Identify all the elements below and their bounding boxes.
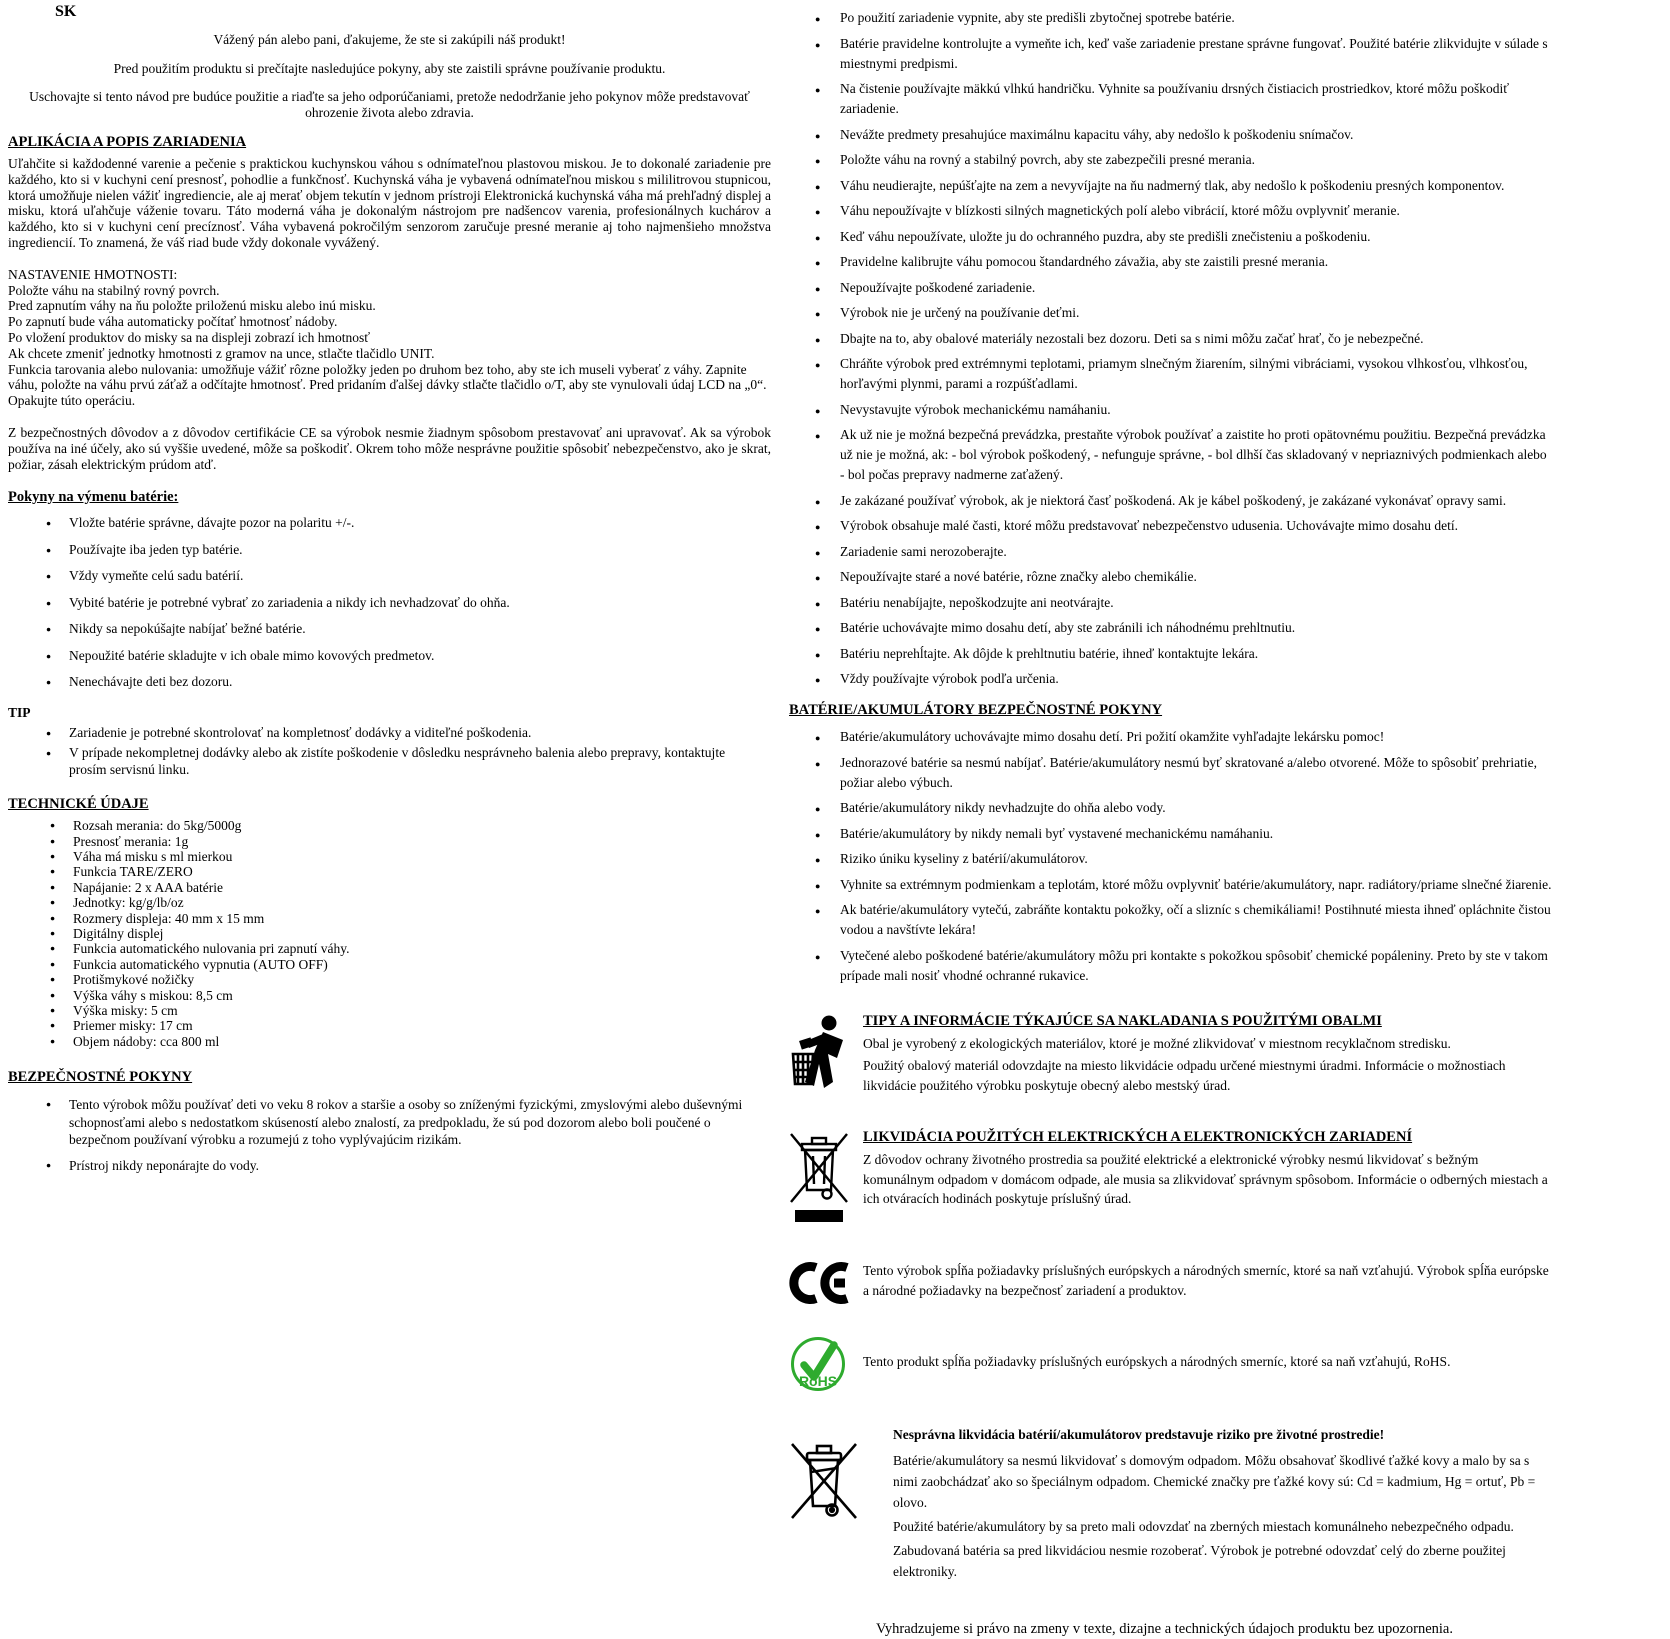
technical-item: ● Funkcia automatického nulovania pri zapnutí váhy. — [48, 941, 771, 956]
technical-item: ● Napájanie: 2 x AAA batérie — [48, 880, 771, 895]
intro-line: Uschovajte si tento návod pre budúce použitie a riaďte sa jeho odporúčaniami, pretože nedodržanie jeho pokynov môže predstavovať ohrozenie života alebo zdravia. — [29, 89, 750, 121]
usage-safety-item: ● Dbajte na to, aby obalové materiály nezostali bez dozoru. Deti sa s nimi môžu začať hrať, čo je nebezpečné. — [813, 329, 1670, 349]
usage-safety-item: ● Nevážte predmety presahujúce maximálnu kapacitu váhy, aby nedošlo k poškodeniu snímačov. — [813, 125, 1670, 145]
usage-safety-item: ● Váhu neudierajte, nepúšťajte na zem a nevyvíjajte na ňu nadmerný tlak, aby nedošlo k poškodeniu presných komponentov. — [813, 176, 1670, 196]
usage-safety-item: ● Položte váhu na rovný a stabilný povrch, aby ste zabezpečili presné merania. — [813, 150, 1670, 170]
technical-item: ● Presnosť merania: 1g — [48, 834, 771, 849]
weee-body: Z dôvodov ochrany životného prostredia sa použité elektrické a elektronické výrobky nesmú likvidovať s bežným komunálnym odpadom v domácom odpade, ale musia sa zlikvidovať správnym spôsobom. Informácie o odberných miestach a ich otváracích hodinách poskytuje príslušný úrad. — [863, 1152, 1548, 1206]
usage-safety-item: ● Na čistenie používajte mäkkú vlhkú handričku. Vyhnite sa používaniu drsných čistiacich prostriedkov, ktoré môžu poškodiť zariadenie. — [813, 79, 1670, 119]
battery-safety-item: ● Batérie/akumulátory uchovávajte mimo dosahu detí. Pri požití okamžite vyhľadajte lekársku pomoc! — [813, 727, 1670, 747]
technical-item: ● Funkcia TARE/ZERO — [48, 864, 771, 879]
intro-block — [8, 32, 771, 121]
rohs-text-block — [863, 1352, 1670, 1375]
safety-item: ● Prístroj nikdy neponárajte do vody. — [44, 1157, 771, 1174]
battery-disposal-text — [893, 1424, 1670, 1585]
technical-item: ● Výška misky: 5 cm — [48, 1003, 771, 1018]
battery-disposal-title: Nesprávna likvidácia batérií/akumulátorov predstavuje riziko pre životné prostredie! — [893, 1427, 1385, 1442]
technical-item: ● Digitálny displej — [48, 926, 771, 941]
usage-safety-item: ● Váhu nepoužívajte v blízkosti silných magnetických polí alebo vibrácií, ktoré môžu ovplyvniť meranie. — [813, 201, 1670, 221]
technical-item: ● Priemer misky: 17 cm — [48, 1018, 771, 1033]
battery-disposal-line: Použité batérie/akumulátory by sa preto mali odovzdať na zberných miestach komunálneho nebezpečného odpadu. — [893, 1519, 1514, 1534]
section-heading-application: APLIKÁCIA A POPIS ZARIADENIA — [8, 133, 247, 150]
packaging-heading: TIPY A INFORMÁCIE TÝKAJÚCE SA NAKLADANIA S POUŽITÝMI OBALMI — [863, 1012, 1382, 1029]
tidy-man-icon — [789, 1012, 863, 1090]
usage-safety-item: ● Keď váhu nepoužívate, uložte ju do ochranného puzdra, aby ste predišli znečisteniu a poškodeniu. — [813, 227, 1670, 247]
packaging-disposal-text — [863, 1012, 1670, 1099]
battery-safety-item: ● Ak batérie/akumulátory vytečú, zabráňte kontaktu pokožky, očí a slizníc s chemikáliami! Postihnuté miesta ihneď opláchnite čistou vodou a navštívte lekára! — [813, 900, 1670, 940]
technical-item: ● Protišmykové nožičky — [48, 972, 771, 987]
language-tag: SK — [55, 3, 77, 20]
weight-setup-line: Po vložení produktov do misky sa na displeji zobrazí ich hmotnosť — [8, 329, 370, 345]
rohs-check-icon — [789, 1332, 863, 1394]
usage-safety-item: ● Po použití zariadenie vypnite, aby ste predišli zbytočnej spotrebe batérie. — [813, 8, 1670, 28]
battery-crossed-bin-icon — [789, 1424, 893, 1522]
change-rights-note: Vyhradzujeme si právo na zmeny v texte, dizajne a technických údajoch produktu bez upozornenia. — [876, 1621, 1453, 1637]
battery-replacement-item: ● Nepoužité batérie skladujte v ich obale mimo kovových predmetov. — [44, 648, 771, 665]
safety-list — [8, 1096, 771, 1175]
usage-safety-list — [789, 8, 1670, 689]
packaging-line: Použitý obalový materiál odovzdajte na miesto likvidácie odpadu určené miestnymi úradmi. Informácie o možnostiach likvidácie použitého výrobku poskytuje obecný alebo mestský úrad. — [863, 1058, 1506, 1093]
weee-section — [789, 1128, 1670, 1224]
ce-text — [863, 1261, 1670, 1303]
intro-line: Vážený pán alebo pani, ďakujeme, že ste si zakúpili náš produkt! — [213, 31, 566, 47]
technical-item: ● Funkcia automatického vypnutia (AUTO OFF) — [48, 957, 771, 972]
battery-safety-item: ● Jednorazové batérie sa nesmú nabíjať. Batérie/akumulátory nesmú byť skratované a/alebo otvorené. Môže to spôsobiť prehriatie, požiar alebo výbuch. — [813, 753, 1670, 793]
usage-safety-item: ● Nepoužívajte poškodené zariadenie. — [813, 278, 1670, 298]
weee-text — [863, 1128, 1670, 1212]
battery-disposal-line: Zabudovaná batéria sa pred likvidáciou nesmie rozoberať. Výrobok je potrebné odovzdať celý do zberne použitej elektroniky. — [893, 1543, 1506, 1579]
battery-safety-item: ● Vyhnite sa extrémnym podmienkam a teplotám, ktoré môžu ovplyvniť batérie/akumulátory, napr. radiátory/priame slnečné žiarenie. — [813, 875, 1670, 895]
battery-replacement-item: ● Vždy vymeňte celú sadu batérií. — [44, 568, 771, 585]
battery-disposal-line: Batérie/akumulátory sa nesmú likvidovať s domovým odpadom. Môžu obsahovať škodlivé ťažké kovy a malo by sa s nimi zaobchádzať ako so špeciálnym odpadom. Chemické značky pre ťažké kovy sú: Cd = kadmium, Hg = ortuť, Pb = olovo. — [893, 1453, 1536, 1510]
ce-body: Tento výrobok spĺňa požiadavky príslušných európskych a národných smerníc, ktoré sa naň vzťahujú. Výrobok spĺňa európske a národné požiadavky na bezpečnosť zariadení a produktov. — [863, 1263, 1549, 1298]
battery-safety-item: ● Batérie/akumulátory by nikdy nemali byť vystavené mechanickému namáhaniu. — [813, 824, 1670, 844]
battery-replacement-list — [8, 515, 771, 691]
weee-crossed-bin-icon — [789, 1128, 863, 1224]
weight-setup-lines — [8, 283, 771, 409]
section-heading-technical: TECHNICKÉ ÚDAJE — [8, 796, 149, 813]
usage-safety-item: ● Batérie pravidelne kontrolujte a vymeňte ich, keď vaše zariadenie prestane správne fungovať. Použité batérie zlikvidujte v súlade s miestnymi predpismi. — [813, 34, 1670, 74]
safety-item: ● Tento výrobok môžu používať deti vo veku 8 rokov a staršie a osoby so zníženými fyzickými, zmyslovými alebo duševnými schopnosťami alebo s nedostatkom skúseností alebo znalostí, za predpokladu, že sú pod dozorom alebo boli poučené o bezpečnom používaní výrobku a rozumejú z toho vyplývajúcim rizikám. — [44, 1096, 771, 1148]
section-heading-battery-replacement: Pokyny na výmenu batérie: — [8, 489, 179, 506]
weee-heading: LIKVIDÁCIA POUŽITÝCH ELEKTRICKÝCH A ELEKTRONICKÝCH ZARIADENÍ — [863, 1129, 1413, 1145]
technical-item: ● Rozsah merania: do 5kg/5000g — [48, 818, 771, 833]
battery-safety-item: ● Riziko úniku kyseliny z batérií/akumulátorov. — [813, 849, 1670, 869]
section-heading-battery-safety: BATÉRIE/AKUMULÁTORY BEZPEČNOSTNÉ POKYNY — [789, 702, 1163, 718]
battery-replacement-item: ● Používajte iba jeden typ batérie. — [44, 542, 771, 559]
application-body: Uľahčite si každodenné varenie a pečenie s praktickou kuchynskou váhou s odnímateľnou plastovou miskou. Je to dokonalé zariadenie pre každého, kto si v kuchyni cení presnosť, pohodlie a funkčnosť. Kuchynská váha je vybavená odnímateľnou miskou s mililitrovou stupnicou, ktorá umožňuje nielen vážiť ingrediencie, ale aj merať objem tekutín v jednom prístroji Elektronická kuchynská váha má prehľadný displej a misku, ktorá uľahčuje váženie tovaru. Táto moderná váha je dokonalým nástrojom pre nadšencov varenia, profesionálnych kuchárov a každého, kto si v kuchyni cení precíznosť. Váha vybavená pokročilým senzorom zaručuje presné meranie aj toho najmenšieho množstva ingrediencií. To znamená, že váš riad bude vždy dokonale vyvážený. — [8, 155, 771, 250]
ce-section — [789, 1258, 1670, 1306]
technical-item: ● Výška váhy s miskou: 8,5 cm — [48, 988, 771, 1003]
battery-safety-item: ● Vytečené alebo poškodené batérie/akumulátory môžu pri kontakte s pokožkou spôsobiť chemické popáleniny. Preto by ste v takom prípade mali nosiť vhodné ochranné rukavice. — [813, 946, 1670, 986]
rohs-label: RoHS — [798, 1373, 838, 1389]
rohs-section — [789, 1332, 1670, 1394]
usage-safety-item: ● Chráňte výrobok pred extrémnymi teplotami, priamym slnečným žiarením, silnými vibráciami, vysokou vlhkosťou, vlhkosťou, horľavými plynmi, parami a rozpúšťadlami. — [813, 354, 1670, 394]
technical-item: ● Rozmery displeja: 40 mm x 15 mm — [48, 911, 771, 926]
weight-setup-line: Pred zapnutím váhy na ňu položte priloženú misku alebo inú misku. — [8, 298, 376, 314]
tip-item: ● V prípade nekompletnej dodávky alebo ak zistíte poškodenie v dôsledku nesprávneho balenia alebo prepravy, kontaktujte prosím servisnú linku. — [44, 745, 771, 778]
tip-item: ● Zariadenie je potrebné skontrolovať na kompletnosť dodávky a viditeľné poškodenia. — [44, 725, 771, 742]
technical-item: ● Váha má misku s ml mierkou — [48, 849, 771, 864]
usage-safety-item: ● Zariadenie sami nerozoberajte. — [813, 542, 1670, 562]
weight-setup-title: NASTAVENIE HMOTNOSTI: — [8, 266, 178, 282]
ce-warning-paragraph: Z bezpečnostných dôvodov a z dôvodov certifikácie CE sa výrobok nesmie žiadnym spôsobom prestavovať ani upravovať. Ak sa výrobok používa na iné účely, ako sú vyššie uvedené, môže sa poškodiť. Okrem toho môže nesprávne použitie spôsobiť nebezpečenstvo, ako je skrat, požiar, zásah elektrickým prúdom atď. — [8, 424, 771, 472]
usage-safety-item: ● Batériu nenabíjajte, nepoškodzujte ani neotvárajte. — [813, 593, 1670, 613]
weight-setup-line: Ak chcete zmeniť jednotky hmotnosti z gramov na unce, stlačte tlačidlo UNIT. — [8, 345, 435, 361]
usage-safety-item: ● Výrobok nie je určený na používanie deťmi. — [813, 303, 1670, 323]
usage-safety-item: ● Ak už nie je možná bezpečná prevádzka, prestaňte výrobok používať a zaistite ho proti opätovnému použitiu. Bezpečná prevádzka už nie je možná, ak: - bol výrobok poškodený, - nefunguje správne, - bol dlhší čas skladovaný v nepriaznivých podmienkach alebo - bol počas prepravy nadmerne zaťažený. — [813, 425, 1670, 485]
usage-safety-item: ● Nepoužívajte staré a nové batérie, rôzne značky alebo chemikálie. — [813, 567, 1670, 587]
battery-safety-list — [789, 727, 1670, 986]
ce-mark-icon — [789, 1258, 863, 1306]
usage-safety-item: ● Pravidelne kalibrujte váhu pomocou štandardného závažia, aby ste zaistili presné merania. — [813, 252, 1670, 272]
technical-list — [8, 818, 771, 1049]
packaging-disposal-section — [789, 1012, 1670, 1099]
weight-setup-line: Po zapnutí bude váha automaticky počítať hmotnosť nádoby. — [8, 314, 338, 330]
battery-replacement-item: ● Nenechávajte deti bez dozoru. — [44, 674, 771, 691]
battery-safety-item: ● Batérie/akumulátory nikdy nevhadzujte do ohňa alebo vody. — [813, 798, 1670, 818]
usage-safety-item: ● Batérie uchovávajte mimo dosahu detí, aby ste zabránili ich náhodnému prehltnutiu. — [813, 618, 1670, 638]
battery-replacement-item: ● Vybité batérie je potrebné vybrať zo zariadenia a nikdy ich nevhadzovať do ohňa. — [44, 595, 771, 612]
usage-safety-item: ● Nevystavujte výrobok mechanickému namáhaniu. — [813, 400, 1670, 420]
battery-replacement-item: ● Vložte batérie správne, dávajte pozor na polaritu +/-. — [44, 515, 771, 532]
right-column — [775, 0, 1670, 1639]
usage-safety-item: ● Batériu neprehĺtajte. Ak dôjde k prehltnutiu batérie, ihneď kontaktujte lekára. — [813, 644, 1670, 664]
battery-replacement-item: ● Nikdy sa nepokúšajte nabíjať bežné batérie. — [44, 621, 771, 638]
packaging-line: Obal je vyrobený z ekologických materiálov, ktoré je možné zlikvidovať v miestnom recyklačnom stredisku. — [863, 1035, 1451, 1051]
usage-safety-item: ● Vždy používajte výrobok podľa určenia. — [813, 669, 1670, 689]
intro-line: Pred použitím produktu si prečítajte nasledujúce pokyny, aby ste zaistili správne používanie produktu. — [113, 60, 666, 76]
usage-safety-item: ● Je zakázané používať výrobok, ak je niektorá časť poškodená. Ak je kábel poškodený, je zakázané vykonávať opravy sami. — [813, 491, 1670, 511]
tip-list — [8, 725, 771, 779]
technical-item: ● Objem nádoby: cca 800 ml — [48, 1034, 771, 1049]
technical-item: ● Jednotky: kg/g/lb/oz — [48, 895, 771, 910]
battery-disposal-section — [789, 1424, 1670, 1585]
rohs-body: Tento produkt spĺňa požiadavky príslušných európskych a národných smerníc, ktoré sa naň vzťahujú, RoHS. — [863, 1353, 1451, 1369]
tip-heading: TIP — [8, 704, 31, 720]
weight-setup-line: Funkcia tarovania alebo nulovania: umožňuje vážiť rôzne položky jeden po druhom bez toho, aby ste ich museli vyberať z váhy. Zapnite váhu, položte na váhu prvú záťaž a odčítajte hmotnosť. Pred pridaním ďalšej dávky stlačte tlačidlo o/T, aby ste vynulovali údaj LCD na „0“. Opakujte túto operáciu. — [8, 361, 767, 409]
section-heading-safety: BEZPEČNOSTNÉ POKYNY — [8, 1069, 193, 1086]
left-column — [0, 0, 775, 1184]
usage-safety-item: ● Výrobok obsahuje malé časti, ktoré môžu predstavovať nebezpečenstvo udusenia. Uchovávajte mimo dosahu detí. — [813, 516, 1670, 536]
weight-setup-line: Položte váhu na stabilný rovný povrch. — [8, 282, 220, 298]
